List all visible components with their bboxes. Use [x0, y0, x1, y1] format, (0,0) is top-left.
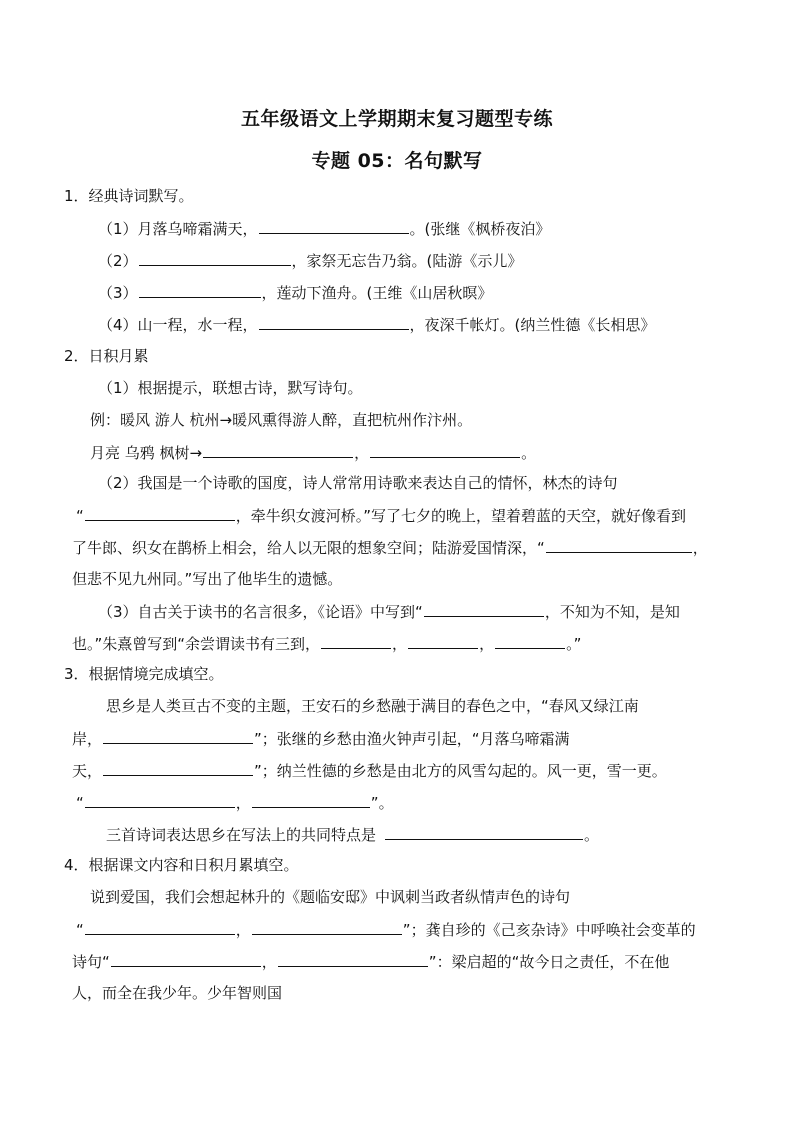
q1-heading: 1．经典诗词默写。 — [64, 187, 194, 205]
answer-blank[interactable] — [103, 728, 253, 744]
answer-blank[interactable] — [385, 824, 583, 840]
answer-blank[interactable] — [321, 633, 391, 649]
answer-blank[interactable] — [278, 951, 428, 967]
answer-blank[interactable] — [259, 314, 409, 330]
answer-blank[interactable] — [85, 792, 235, 808]
answer-blank[interactable] — [495, 633, 565, 649]
q1-item-4: （4）山一程，水一程， ，夜深千帐灯。(纳兰性德《长相思》 — [98, 316, 656, 334]
q1-item-2: （2） ，家祭无忘告乃翁。(陆游《示儿》 — [98, 252, 523, 270]
answer-blank[interactable] — [103, 760, 253, 776]
q4-line3: 诗句“ ， ”：梁启超的“故今日之责任，不在他 — [72, 953, 670, 971]
q1-item-3: （3） ，莲动下渔舟。(王维《山居秋暝》 — [98, 284, 493, 302]
q3-line1: 思乡是人类亘古不变的主题，王安石的乡愁融于满目的春色之中，“春风又绿江南 — [106, 697, 639, 715]
q2-para2-line2: “ ，牵牛织女渡河桥。”写了七夕的晚上，望着碧蓝的天空，就好像看到 — [76, 507, 687, 525]
q4-line2: “ ， ”；龚自珍的《己亥杂诗》中呼唤社会变革的 — [76, 921, 696, 939]
answer-blank[interactable] — [85, 919, 235, 935]
q2-para3-line2: 也。”朱熹曾写到“余尝谓读书有三到， ， ， 。” — [72, 635, 582, 653]
q2-heading: 2．日积月累 — [64, 347, 149, 365]
q4-heading: 4．根据课文内容和日积月累填空。 — [64, 856, 299, 874]
q3-line2: 岸， ”；张继的乡愁由渔火钟声引起，“月落乌啼霜满 — [72, 730, 570, 748]
q3-line4: “ ， ”。 — [76, 794, 394, 812]
answer-blank[interactable] — [111, 951, 261, 967]
q3-line5: 三首诗词表达思乡在写法上的共同特点是 。 — [106, 826, 600, 844]
answer-blank[interactable] — [546, 537, 692, 553]
answer-blank[interactable] — [139, 250, 291, 266]
answer-blank[interactable] — [139, 282, 261, 298]
answer-blank[interactable] — [259, 218, 409, 234]
page-title: 五年级语文上学期期末复习题型专练 — [240, 108, 553, 130]
q2-sub1: （1）根据提示，联想古诗，默写诗句。 — [98, 379, 363, 397]
q2-example: 例：暖风 游人 杭州→暖风熏得游人醉，直把杭州作汴州。 — [90, 411, 473, 429]
answer-blank[interactable] — [424, 601, 544, 617]
q2-para3-line1: （3）自古关于读书的名言很多，《论语》中写到“ ，不知为不知，是知 — [98, 603, 680, 621]
q2-para2-line3: 了牛郎、织女在鹊桥上相会，给人以无限的想象空间；陆游爱国情深，“ ， — [72, 539, 708, 557]
answer-blank[interactable] — [85, 505, 235, 521]
q1-item-1: （1）月落乌啼霜满天， 。(张继《枫桥夜泊》 — [98, 220, 551, 238]
q4-line1: 说到爱国，我们会想起林升的《题临安邸》中讽刺当政者纵情声色的诗句 — [90, 888, 571, 906]
answer-blank[interactable] — [408, 633, 478, 649]
q2-para2-line4: 但悲不见九州同。”写出了他毕生的遗憾。 — [72, 570, 343, 588]
q3-heading: 3．根据情境完成填空。 — [64, 665, 224, 683]
answer-blank[interactable] — [370, 442, 520, 458]
q2-prompt-line: 月亮 乌鸦 枫树→ ， 。 — [90, 444, 537, 462]
answer-blank[interactable] — [203, 442, 353, 458]
page-subtitle: 专题 05：名句默写 — [311, 150, 483, 172]
answer-blank[interactable] — [252, 919, 402, 935]
q4-line4: 人，而全在我少年。少年智则国 — [72, 984, 283, 1002]
q2-para2-line1: （2）我国是一个诗歌的国度，诗人常常用诗歌来表达自己的情怀，林杰的诗句 — [98, 474, 618, 492]
q3-line3: 天， ”；纳兰性德的乡愁是由北方的风雪勾起的。风一更，雪一更。 — [72, 762, 667, 780]
answer-blank[interactable] — [252, 792, 370, 808]
